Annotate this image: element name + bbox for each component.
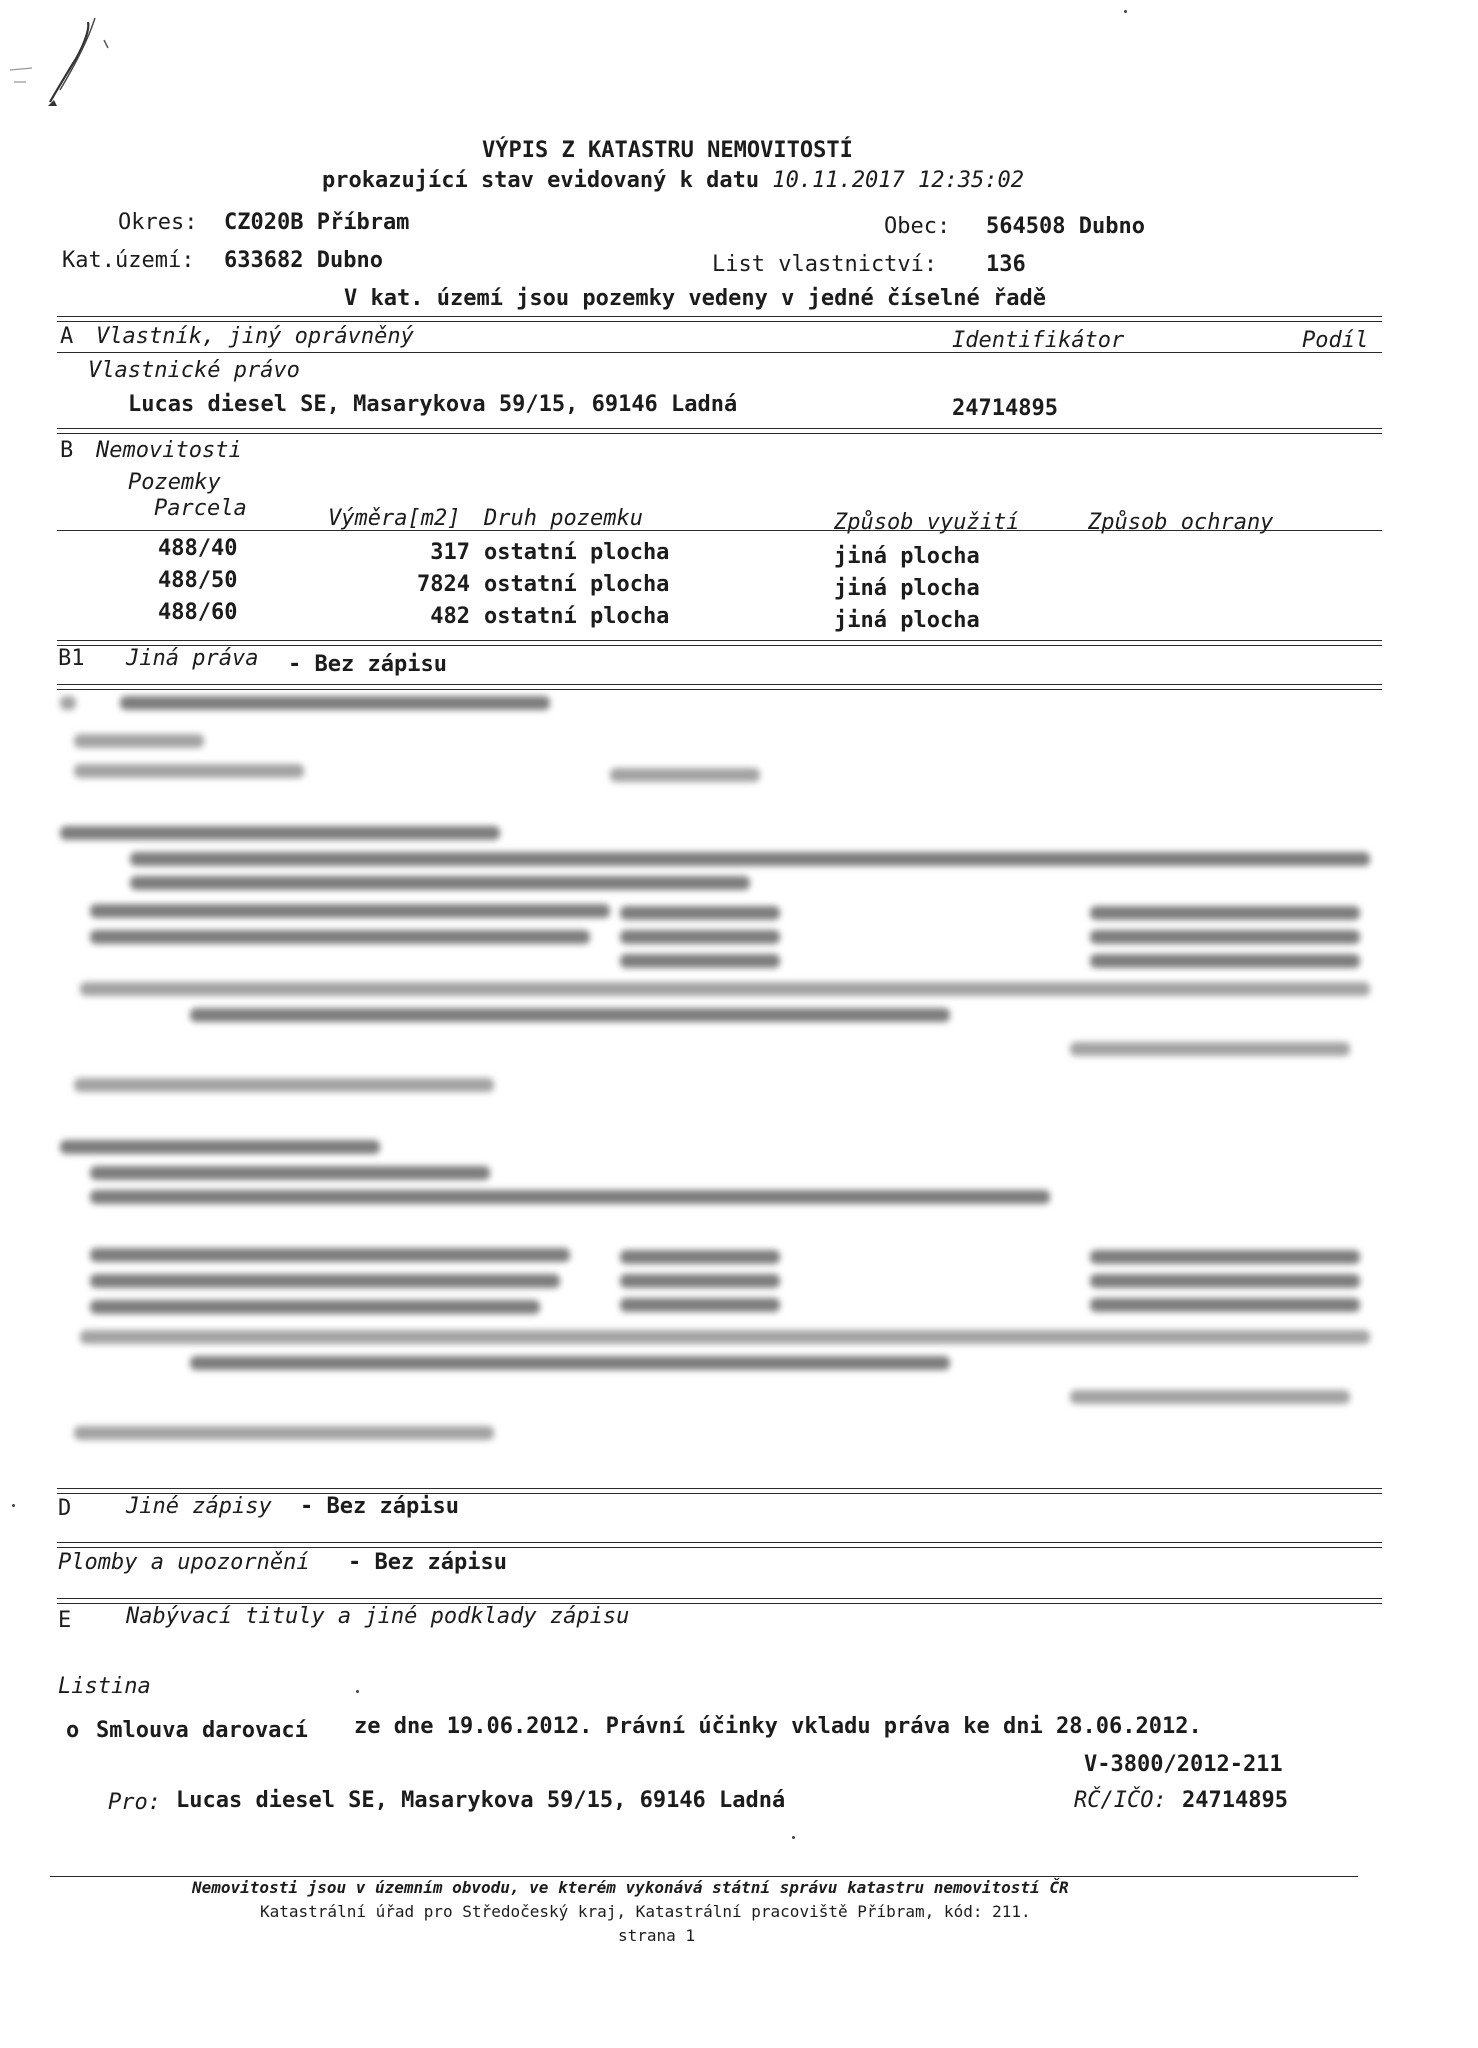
scan-speck — [12, 1504, 15, 1507]
col-podil: Podíl — [1302, 328, 1369, 353]
footer-line-2: Katastrální úřad pro Středočeský kraj, Katastrální pracoviště Příbram, kód: 211. — [260, 1902, 1031, 1921]
section-b1-title: Jiná práva — [126, 646, 259, 671]
owner-identifier: 24714895 — [952, 396, 1058, 421]
col-druh: Druh pozemku — [484, 506, 643, 531]
section-a-header-rule — [57, 352, 1382, 353]
owner-name: Lucas diesel SE, Masarykova 59/15, 69146 Ladná — [128, 392, 738, 417]
redacted-section — [50, 690, 1390, 1450]
obec-value: 564508 Dubno — [986, 214, 1145, 239]
parcel-area: 482 — [430, 604, 470, 629]
section-d-title: Jiné zápisy — [126, 1494, 272, 1519]
col-vyuziti: Způsob využití — [834, 510, 1020, 535]
list-value: 136 — [986, 252, 1026, 277]
parcel-number: 488/40 — [158, 536, 238, 561]
parcel-type: ostatní plocha — [484, 572, 670, 597]
parcel-table-rule — [57, 530, 1382, 531]
parcel-area: 317 — [430, 540, 470, 565]
pro-value: Lucas diesel SE, Masarykova 59/15, 69146 Ladná — [176, 1788, 786, 1813]
cadastral-note: V kat. území jsou pozemky vedeny v jedné číselné řadě — [344, 286, 1046, 311]
col-identifikator: Identifikátor — [952, 328, 1125, 353]
parcel-number: 488/60 — [158, 600, 238, 625]
parcel-use: jiná plocha — [834, 544, 980, 569]
col-ochrana: Způsob ochrany — [1088, 510, 1274, 535]
footer-rule — [50, 1876, 1358, 1877]
parcel-type: ostatní plocha — [484, 604, 670, 629]
contract-reference: V-3800/2012-211 — [1084, 1752, 1283, 1777]
section-e-letter: E — [58, 1608, 72, 1633]
section-e-title: Nabývací tituly a jiné podklady zápisu — [126, 1604, 630, 1629]
plomby-title: Plomby a upozornění — [58, 1550, 310, 1575]
okres-value: CZ020B Příbram — [224, 210, 410, 235]
document-subtitle — [322, 168, 1024, 193]
okres-label: Okres: — [118, 210, 198, 235]
contract-name: Smlouva darovací — [96, 1718, 308, 1743]
subtitle-prefix: prokazující stav evidovaný k datu — [322, 168, 760, 193]
pro-label: Pro: — [108, 1790, 161, 1815]
contract-detail: ze dne 19.06.2012. Právní účinky vkladu práva ke dni 28.06.2012. — [354, 1714, 1202, 1739]
section-d-value: - Bez zápisu — [300, 1494, 459, 1519]
pozemky-heading: Pozemky — [128, 470, 221, 495]
page-number: strana 1 — [618, 1926, 696, 1945]
obec-label: Obec: — [884, 214, 951, 239]
parcel-use: jiná plocha — [834, 608, 980, 633]
section-divider — [57, 1542, 1382, 1548]
footer-line-1: Nemovitosti jsou v územním obvodu, ve kterém vykonává státní správu katastru nemovitostí ČR — [192, 1878, 1069, 1897]
rc-value: 24714895 — [1182, 1788, 1288, 1813]
parcel-area: 7824 — [417, 572, 470, 597]
col-vymera: Výměra[m2] — [328, 506, 461, 531]
parcel-number: 488/50 — [158, 568, 238, 593]
vlastnicke-pravo-heading: Vlastnické právo — [88, 358, 300, 383]
kat-value: 633682 Dubno — [224, 248, 383, 273]
listina-bullet: o — [66, 1718, 80, 1743]
section-a-title: Vlastník, jiný oprávněný — [96, 324, 414, 349]
section-a-letter: A — [60, 324, 74, 349]
col-parcela: Parcela — [154, 496, 247, 521]
section-d-letter: D — [58, 1496, 72, 1521]
pen-mark — [0, 10, 130, 120]
section-b-letter: B — [60, 438, 74, 463]
plomby-value: - Bez zápisu — [348, 1550, 507, 1575]
section-b-title: Nemovitosti — [96, 438, 242, 463]
scan-speck — [792, 1836, 795, 1839]
parcel-use: jiná plocha — [834, 576, 980, 601]
listina-label: Listina — [58, 1674, 151, 1699]
kat-label: Kat.území: — [62, 248, 195, 273]
section-b1-value: - Bez zápisu — [288, 652, 447, 677]
document-title: VÝPIS Z KATASTRU NEMOVITOSTÍ — [482, 138, 853, 163]
subtitle-date: 10.11.2017 12:35:02 — [772, 168, 1025, 193]
parcel-type: ostatní plocha — [484, 540, 670, 565]
scan-speck — [1124, 10, 1127, 13]
scan-speck — [356, 1690, 359, 1693]
section-divider — [57, 316, 1382, 322]
section-divider — [57, 428, 1382, 434]
list-label: List vlastnictví: — [712, 252, 938, 277]
rc-label: RČ/IČO: — [1074, 1788, 1167, 1813]
section-b1-letter: B1 — [58, 646, 85, 671]
